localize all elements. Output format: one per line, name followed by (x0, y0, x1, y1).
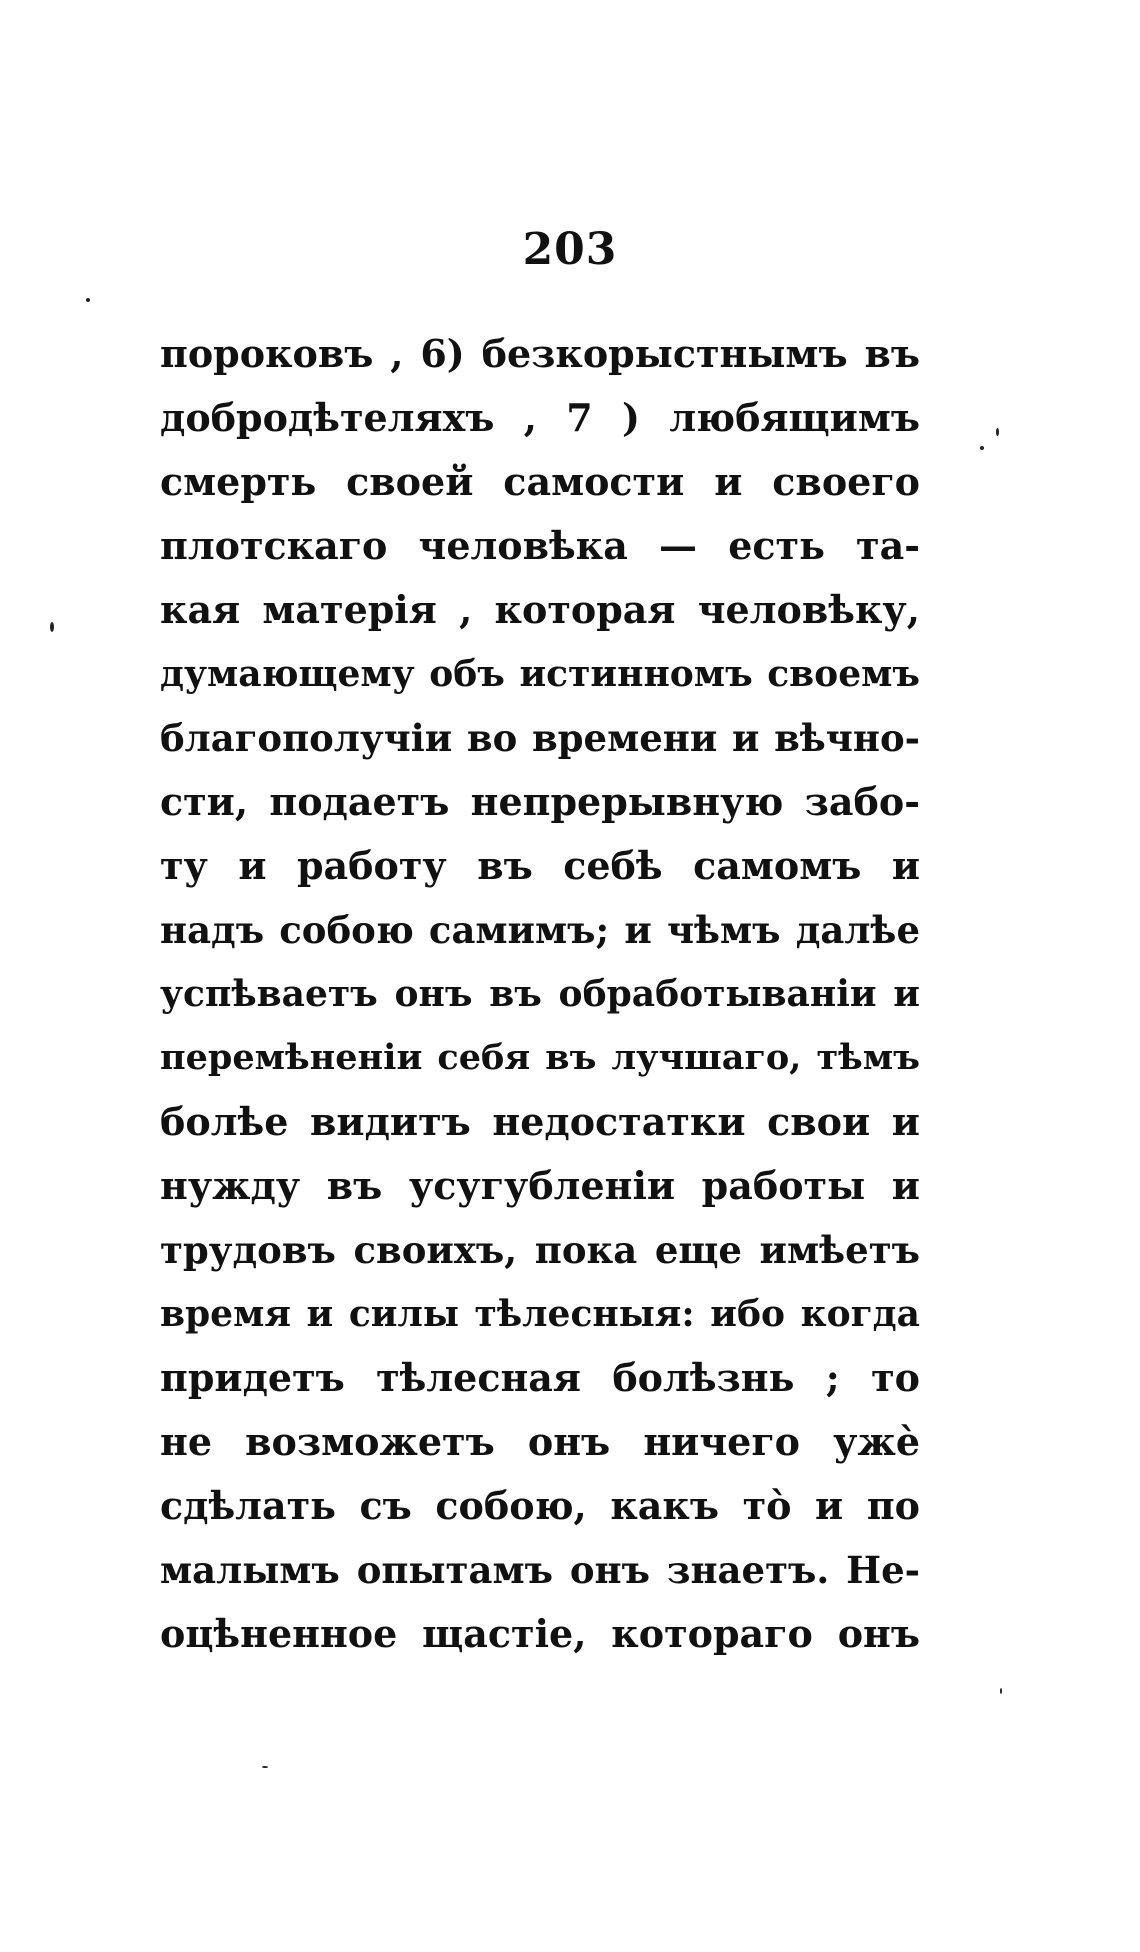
body-text (160, 322, 920, 1666)
scan-speck (50, 622, 54, 632)
text-line: оцѣненное щастіе, котораго онъ (160, 1611, 920, 1656)
text-line: не возможетъ онъ ничего ужѐ (160, 1419, 920, 1464)
text-line: сти, подаетъ непрерывную забо- (160, 779, 920, 824)
text-line: время и силы тѣлесныя: ибо когда (160, 1293, 920, 1335)
text-line: добродѣтеляхъ , 7 ) любящимъ (160, 395, 920, 440)
text-line: ту и работу въ себѣ самомъ и (160, 843, 920, 888)
text-line: придетъ тѣлесная болѣзнь ; то (160, 1355, 920, 1400)
text-line: кая матерія , которая человѣку, (160, 587, 920, 632)
page-number: 203 (522, 224, 618, 275)
text-line: успѣваетъ онъ въ обработываніи и (160, 973, 920, 1015)
text-line: плотскаго человѣка — есть та- (160, 523, 920, 568)
text-line: малымъ опытамъ онъ знаетъ. Не- (160, 1548, 920, 1592)
text-line: думающему объ истинномъ своемъ (160, 653, 920, 695)
scan-speck (86, 298, 90, 302)
scan-speck (980, 446, 984, 450)
text-line: надъ собою самимъ; и чѣмъ далѣе (160, 908, 920, 952)
text-line: сдѣлать съ собою, какъ тò и по (160, 1483, 920, 1528)
text-line: благополучіи во времени и вѣчно- (160, 716, 920, 760)
scan-speck (1000, 1688, 1002, 1694)
text-line: перемѣненіи себя въ лучшаго, тѣмъ (160, 1037, 920, 1078)
text-line: смерть своей самости и своего (160, 459, 920, 504)
text-line: болѣе видитъ недостатки свои и (160, 1099, 920, 1144)
text-line: трудовъ своихъ, пока еще имѣетъ (160, 1228, 920, 1272)
text-line: нужду въ усугубленіи работы и (160, 1163, 920, 1208)
scan-speck (262, 1766, 268, 1768)
scan-speck (996, 428, 999, 436)
text-line: пороковъ , 6) безкорыстнымъ въ (160, 331, 920, 376)
